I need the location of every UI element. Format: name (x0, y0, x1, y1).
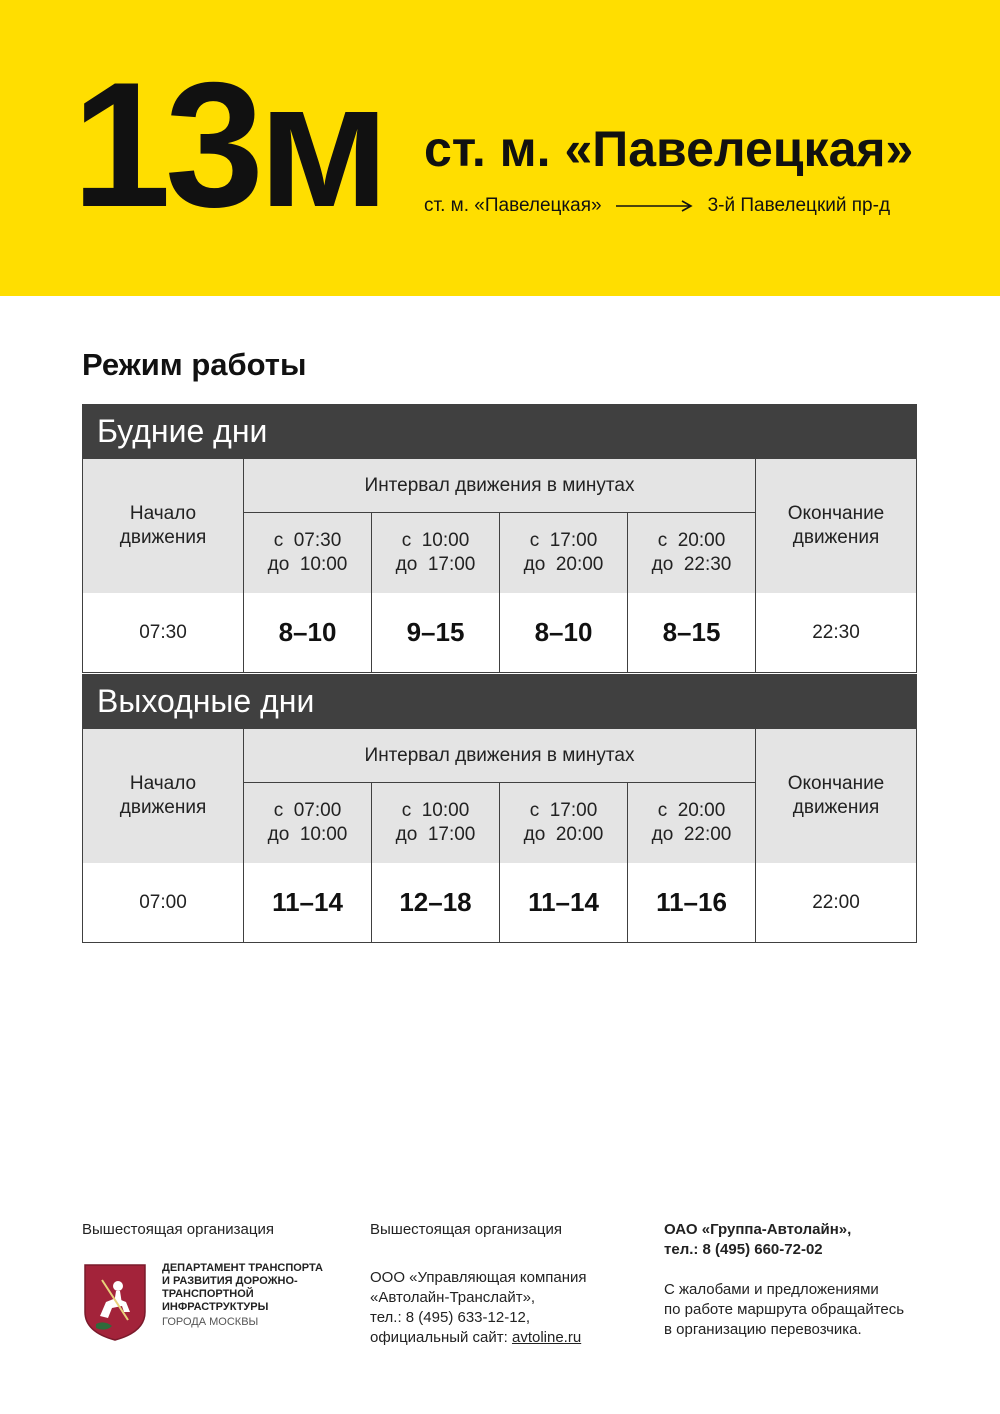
interval-value: 8–10 (244, 593, 372, 673)
footer-carrier: ОАО «Группа-Автолайн», тел.: 8 (495) 660-72-02 С жалобами и предложениями по работе маршрута обращайтесь в организацию перевозчика. (664, 1221, 905, 1338)
interval-value: 9–15 (372, 593, 500, 673)
period-3: с 17:00 до 20:00 (500, 783, 628, 864)
weekend-schedule-table (82, 674, 917, 943)
interval-label: Интервал движения в минутах (244, 459, 756, 513)
route-name: ст. м. «Павелецкая» (424, 121, 914, 177)
start-time: 07:00 (83, 863, 244, 943)
website-link[interactable]: avtoline.ru (511, 1329, 582, 1346)
footer-management-company: Вышестоящая организация ООО «Управляющая компания «Автолайн-Транслайт», тел.: 8 (495) 633-12-12, официальный сайт: avtoline.ru (370, 1221, 587, 1346)
period-4: с 20:00 до 22:30 (628, 513, 756, 594)
end-label: Окончание движения (756, 729, 917, 863)
route-direction (424, 196, 890, 215)
weekday-title: Будние дни (83, 404, 917, 459)
period-4: с 20:00 до 22:00 (628, 783, 756, 864)
interval-value: 11–14 (500, 863, 628, 943)
end-time: 22:00 (756, 863, 917, 943)
end-label: Окончание движения (756, 459, 917, 593)
interval-value: 8–15 (628, 593, 756, 673)
weekday-schedule-table (82, 404, 917, 673)
route-from: ст. м. «Павелецкая» (424, 195, 602, 216)
period-3: с 17:00 до 20:00 (500, 513, 628, 594)
interval-value: 11–14 (244, 863, 372, 943)
end-time: 22:30 (756, 593, 917, 673)
interval-value: 12–18 (372, 863, 500, 943)
weekend-title: Выходные дни (83, 674, 917, 729)
carrier-phone: тел.: 8 (495) 660-72-02 (664, 1241, 823, 1258)
interval-label: Интервал движения в минутах (244, 729, 756, 783)
moscow-coat-of-arms-icon (82, 1262, 148, 1342)
start-label: Начало движения (83, 729, 244, 863)
start-label: Начало движения (83, 459, 244, 593)
carrier-name: ОАО «Группа-Автолайн», (664, 1221, 852, 1238)
footer-parent-org (82, 1220, 274, 1240)
period-2: с 10:00 до 17:00 (372, 513, 500, 594)
interval-value: 8–10 (500, 593, 628, 673)
department-name: ДЕПАРТАМЕНТ ТРАНСПОРТА И РАЗВИТИЯ ДОРОЖНО- ТРАНСПОРТНОЙ ИНФРАСТРУКТУРЫ ГОРОДА МОСКВЫ (162, 1262, 323, 1328)
route-to: 3-й Павелецкий пр-д (707, 195, 891, 216)
arrow-right-icon (616, 199, 694, 213)
route-number: 13м (72, 45, 384, 244)
section-title: Режим работы (82, 347, 307, 382)
footer-label: Вышестоящая организация (370, 1221, 562, 1238)
period-2: с 10:00 до 17:00 (372, 783, 500, 864)
period-1: с 07:00 до 10:00 (244, 783, 372, 864)
interval-value: 11–16 (628, 863, 756, 943)
start-time: 07:30 (83, 593, 244, 673)
footer-label: Вышестоящая организация (82, 1221, 274, 1238)
route-header (0, 0, 1000, 296)
period-1: с 07:30 до 10:00 (244, 513, 372, 594)
